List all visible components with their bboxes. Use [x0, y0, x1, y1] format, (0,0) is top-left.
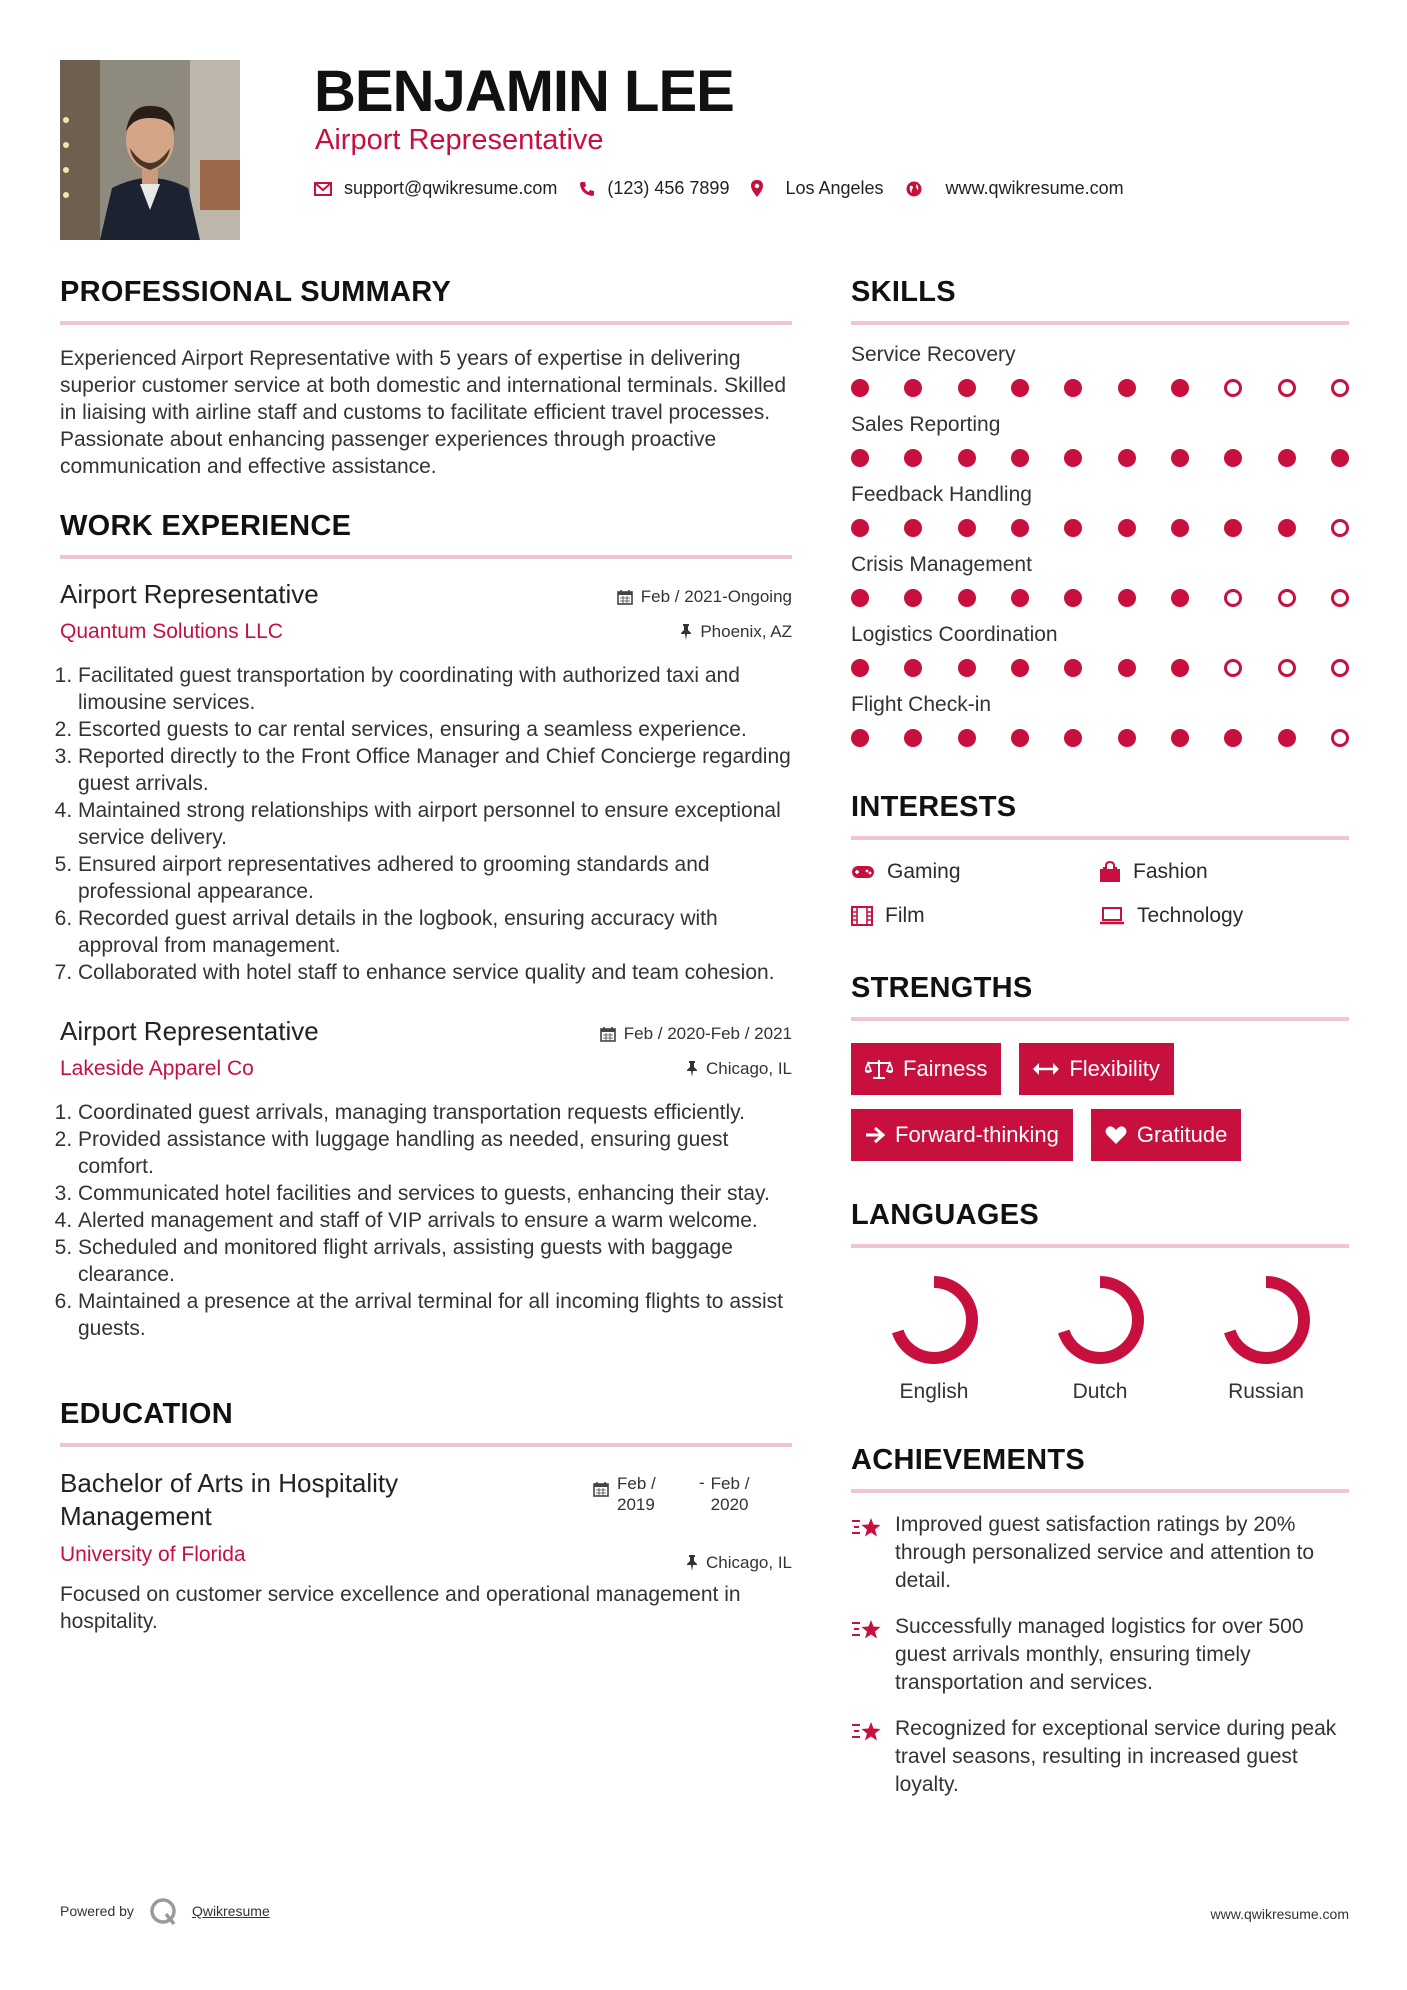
rating-dot-filled — [1064, 519, 1082, 537]
rating-dot-filled — [958, 659, 976, 677]
skill-rating — [851, 589, 1349, 607]
contact-bar — [314, 178, 1146, 199]
contact-location — [751, 178, 883, 199]
rating-dot-filled — [958, 449, 976, 467]
strengths-title: STRENGTHS — [851, 972, 1033, 1004]
achievement-item — [851, 1511, 1349, 1595]
rating-dot-filled — [851, 379, 869, 397]
powered-by-text: Powered by — [60, 1903, 134, 1919]
rating-dot-filled — [1011, 659, 1029, 677]
skill-item — [851, 553, 1349, 607]
rating-dot-filled — [904, 589, 922, 607]
strength-tag — [1019, 1043, 1173, 1095]
rating-dot-filled — [851, 589, 869, 607]
languages-list — [851, 1274, 1349, 1404]
list-item: 1. Facilitated guest transportation by coordinating with authorized taxi and limousine services. — [78, 662, 792, 716]
strengths-tags — [851, 1043, 1349, 1161]
rating-dot-empty — [1224, 659, 1242, 677]
job-bullets — [60, 1099, 792, 1342]
rating-dot-filled — [1064, 379, 1082, 397]
footer-powered-by — [60, 1896, 270, 1926]
section-divider — [851, 1017, 1349, 1021]
skill-item — [851, 413, 1349, 467]
list-item: 6. Recorded guest arrival details in the logbook, ensuring accuracy with approval from management. — [78, 905, 792, 959]
summary-section — [60, 276, 792, 480]
interest-label: Fashion — [1133, 860, 1208, 883]
date-separator: - — [699, 1473, 705, 1492]
strength-tag — [851, 1109, 1073, 1161]
rating-dot-filled — [851, 449, 869, 467]
languages-title: LANGUAGES — [851, 1199, 1039, 1231]
language-ring — [888, 1274, 980, 1366]
contact-email-text: support@qwikresume.com — [344, 178, 558, 198]
language-proficiency-arc — [1062, 1282, 1138, 1358]
achievements-list — [851, 1511, 1349, 1799]
strength-label: Forward-thinking — [895, 1122, 1059, 1147]
film-icon — [851, 906, 873, 926]
laptop-icon — [1099, 907, 1125, 925]
skill-rating — [851, 519, 1349, 537]
envelope-icon — [314, 182, 332, 196]
education-section — [60, 1398, 792, 1635]
experience-title: WORK EXPERIENCE — [60, 510, 352, 542]
list-item: 7. Collaborated with hotel staff to enhance service quality and team cohesion. — [78, 959, 792, 986]
rating-dot-empty — [1278, 589, 1296, 607]
language-name: Dutch — [1072, 1380, 1128, 1403]
job-company: Lakeside Apparel Co — [60, 1057, 254, 1080]
rating-dot-filled — [1118, 519, 1136, 537]
rating-dot-filled — [1331, 449, 1349, 467]
rating-dot-filled — [904, 449, 922, 467]
rating-dot-filled — [1278, 729, 1296, 747]
achievement-item — [851, 1613, 1349, 1697]
language-item — [1183, 1274, 1349, 1404]
experience-section — [60, 510, 792, 1342]
calendar-icon — [593, 1481, 609, 1497]
job-date — [600, 1024, 792, 1044]
rating-dot-filled — [1064, 589, 1082, 607]
contact-email[interactable] — [314, 178, 557, 199]
rating-dot-empty — [1224, 379, 1242, 397]
rating-dot-empty — [1331, 589, 1349, 607]
rating-dot-filled — [1011, 729, 1029, 747]
contact-phone-text: (123) 456 7899 — [607, 178, 730, 198]
section-divider — [851, 1244, 1349, 1248]
arrows-horizontal-icon — [1033, 1062, 1059, 1076]
skill-rating — [851, 729, 1349, 747]
rating-dot-empty — [1331, 519, 1349, 537]
candidate-role: Airport Representative — [315, 124, 604, 156]
skills-section — [851, 276, 1349, 747]
rating-dot-filled — [1278, 449, 1296, 467]
calendar-icon — [617, 589, 633, 605]
rating-dot-empty — [1331, 729, 1349, 747]
list-item: 4. Alerted management and staff of VIP arrivals to ensure a warm welcome. — [78, 1207, 792, 1234]
education-date-end: Feb / 2020 — [710, 1474, 750, 1514]
rating-dot-empty — [1278, 379, 1296, 397]
pushpin-icon — [680, 624, 692, 640]
rating-dot-empty — [1331, 659, 1349, 677]
job-location-text: Chicago, IL — [706, 1059, 792, 1078]
language-name: English — [899, 1380, 969, 1403]
list-item: 2. Escorted guests to car rental services, ensuring a seamless experience. — [78, 716, 792, 743]
rating-dot-filled — [1171, 729, 1189, 747]
interest-item — [1099, 904, 1347, 928]
map-pin-icon — [751, 180, 763, 197]
summary-text: Experienced Airport Representative with 5 years of expertise in delivering superior customer service at both domestic and international terminals. Skilled in liaising with airline staff and customs to facilitate efficient travel processes. Passionate about enhancing passenger experiences through proactive communication and effective assistance. — [60, 347, 787, 478]
skills-list — [851, 343, 1349, 747]
strength-tag — [851, 1043, 1001, 1095]
education-date-start: Feb / 2019 — [617, 1474, 656, 1514]
languages-section — [851, 1199, 1349, 1404]
calendar-icon — [600, 1026, 616, 1042]
interest-item — [851, 860, 1099, 884]
rating-dot-filled — [1064, 659, 1082, 677]
rating-dot-filled — [904, 659, 922, 677]
footer-url[interactable]: www.qwikresume.com — [1210, 1906, 1349, 1922]
job-location-text: Phoenix, AZ — [700, 622, 792, 641]
rating-dot-filled — [904, 519, 922, 537]
education-date — [593, 1473, 761, 1515]
section-divider — [851, 836, 1349, 840]
rating-dot-filled — [1224, 729, 1242, 747]
rating-dot-filled — [1224, 449, 1242, 467]
interest-item — [851, 904, 1099, 928]
rating-dot-filled — [1011, 519, 1029, 537]
strength-label: Flexibility — [1069, 1056, 1160, 1081]
skill-name: Sales Reporting — [851, 413, 1001, 436]
education-location — [686, 1553, 792, 1573]
job-title: Airport Representative — [60, 579, 319, 609]
rating-dot-filled — [1171, 659, 1189, 677]
profile-photo — [60, 60, 240, 240]
list-item: 5. Scheduled and monitored flight arrivals, assisting guests with baggage clearance. — [78, 1234, 792, 1288]
gamepad-icon — [851, 864, 875, 880]
rating-dot-filled — [851, 519, 869, 537]
list-item: 3. Communicated hotel facilities and services to guests, enhancing their stay. — [78, 1180, 792, 1207]
rating-dot-filled — [1011, 589, 1029, 607]
contact-website-text: www.qwikresume.com — [945, 178, 1124, 198]
language-item — [851, 1274, 1017, 1404]
education-entry — [60, 1467, 792, 1635]
rating-dot-filled — [1118, 729, 1136, 747]
education-description: Focused on customer service excellence and operational management in hospitality. — [60, 1583, 741, 1633]
qwikresume-logo-icon — [148, 1896, 178, 1926]
rating-dot-filled — [1171, 379, 1189, 397]
candidate-name: BENJAMIN LEE — [314, 59, 734, 124]
rating-dot-filled — [1171, 449, 1189, 467]
language-item — [1017, 1274, 1183, 1404]
list-item: 1. Coordinated guest arrivals, managing transportation requests efficiently. — [78, 1099, 792, 1126]
strength-label: Fairness — [903, 1056, 988, 1081]
rating-dot-filled — [1171, 519, 1189, 537]
globe-icon — [906, 181, 922, 197]
list-item: 5. Ensured airport representatives adhered to grooming standards and professional appearance. — [78, 851, 792, 905]
strength-tag — [1091, 1109, 1242, 1161]
shooting-star-icon — [851, 1617, 883, 1643]
rating-dot-filled — [904, 379, 922, 397]
education-school: University of Florida — [60, 1543, 246, 1566]
skill-item — [851, 483, 1349, 537]
contact-location-text: Los Angeles — [785, 178, 884, 198]
rating-dot-empty — [1331, 379, 1349, 397]
list-item: 3. Reported directly to the Front Office Manager and Chief Concierge regarding guest arrivals. — [78, 743, 792, 797]
interest-label: Technology — [1137, 904, 1244, 927]
rating-dot-filled — [958, 379, 976, 397]
achievements-section — [851, 1444, 1349, 1799]
achievement-text: Successfully managed logistics for over 500 guest arrivals monthly, ensuring timely transportation and services. — [895, 1615, 1304, 1694]
interest-item — [1099, 860, 1347, 884]
section-divider — [851, 321, 1349, 325]
job-location — [686, 1059, 792, 1079]
rating-dot-empty — [1224, 589, 1242, 607]
interests-title: INTERESTS — [851, 791, 1017, 823]
job-entry — [60, 1016, 792, 1342]
list-item: 6. Maintained a presence at the arrival terminal for all incoming flights to assist guests. — [78, 1288, 792, 1342]
rating-dot-filled — [1278, 519, 1296, 537]
strengths-section — [851, 972, 1349, 1161]
shooting-star-icon — [851, 1515, 883, 1541]
list-item: 2. Provided assistance with luggage handling as needed, ensuring guest comfort. — [78, 1126, 792, 1180]
rating-dot-filled — [1224, 519, 1242, 537]
rating-dot-filled — [1171, 589, 1189, 607]
balance-scale-icon — [865, 1058, 893, 1080]
rating-dot-empty — [1278, 659, 1296, 677]
skill-rating — [851, 659, 1349, 677]
rating-dot-filled — [1118, 379, 1136, 397]
skill-rating — [851, 449, 1349, 467]
contact-website[interactable] — [906, 178, 1124, 199]
skill-name: Service Recovery — [851, 343, 1016, 366]
heart-icon — [1105, 1125, 1127, 1145]
language-proficiency-arc — [896, 1282, 972, 1358]
section-divider — [851, 1489, 1349, 1493]
skill-rating — [851, 379, 1349, 397]
rating-dot-filled — [851, 729, 869, 747]
achievements-title: ACHIEVEMENTS — [851, 1444, 1086, 1476]
skill-name: Crisis Management — [851, 553, 1032, 576]
left-column — [60, 276, 792, 1635]
education-location-text: Chicago, IL — [706, 1553, 792, 1572]
achievement-item — [851, 1715, 1349, 1799]
job-title: Airport Representative — [60, 1016, 319, 1046]
contact-phone[interactable] — [579, 178, 729, 199]
skill-name: Flight Check-in — [851, 693, 992, 716]
skill-item — [851, 623, 1349, 677]
shopping-bag-icon — [1099, 861, 1121, 883]
right-column — [851, 276, 1349, 1799]
interest-label: Gaming — [887, 860, 961, 883]
section-divider — [60, 321, 792, 325]
qwikresume-link[interactable]: Qwikresume — [191, 1903, 270, 1919]
pushpin-icon — [686, 1061, 698, 1077]
job-entry — [60, 579, 792, 986]
skills-title: SKILLS — [851, 276, 956, 308]
rating-dot-filled — [1011, 379, 1029, 397]
rating-dot-filled — [1118, 659, 1136, 677]
rating-dot-filled — [1011, 449, 1029, 467]
rating-dot-filled — [1064, 449, 1082, 467]
section-divider — [60, 1443, 792, 1447]
language-ring — [1220, 1274, 1312, 1366]
rating-dot-filled — [1118, 449, 1136, 467]
shooting-star-icon — [851, 1719, 883, 1745]
list-item: 4. Maintained strong relationships with airport personnel to ensure exceptional service delivery. — [78, 797, 792, 851]
skill-name: Feedback Handling — [851, 483, 1032, 506]
interests-section — [851, 791, 1349, 928]
job-bullets — [60, 662, 792, 986]
skill-item — [851, 693, 1349, 747]
job-location — [680, 622, 792, 642]
education-title: EDUCATION — [60, 1398, 233, 1430]
strength-label: Gratitude — [1136, 1122, 1228, 1147]
job-date-text: Feb / 2020-Feb / 2021 — [623, 1024, 792, 1043]
pushpin-icon — [686, 1555, 698, 1571]
rating-dot-filled — [958, 729, 976, 747]
achievement-text: Improved guest satisfaction ratings by 20% through personalized service and attention to detail. — [895, 1513, 1315, 1592]
interests-grid — [851, 860, 1349, 928]
job-date-text: Feb / 2021-Ongoing — [640, 587, 792, 606]
rating-dot-filled — [851, 659, 869, 677]
interest-label: Film — [885, 904, 925, 927]
phone-icon — [579, 181, 595, 197]
education-degree: Bachelor of Arts in Hospitality Management — [60, 1468, 399, 1531]
section-divider — [60, 555, 792, 559]
rating-dot-filled — [904, 729, 922, 747]
rating-dot-filled — [1118, 589, 1136, 607]
job-company: Quantum Solutions LLC — [60, 620, 283, 643]
skill-name: Logistics Coordination — [851, 623, 1058, 646]
rating-dot-filled — [1064, 729, 1082, 747]
rating-dot-filled — [958, 519, 976, 537]
language-name: Russian — [1228, 1380, 1304, 1403]
language-ring — [1054, 1274, 1146, 1366]
language-proficiency-arc — [1228, 1282, 1304, 1358]
rating-dot-filled — [958, 589, 976, 607]
summary-title: PROFESSIONAL SUMMARY — [60, 276, 452, 308]
skill-item — [851, 343, 1349, 397]
job-date — [617, 587, 792, 607]
arrow-right-icon — [865, 1126, 885, 1144]
achievement-text: Recognized for exceptional service during peak travel seasons, resulting in increased guest loyalty. — [895, 1717, 1337, 1796]
